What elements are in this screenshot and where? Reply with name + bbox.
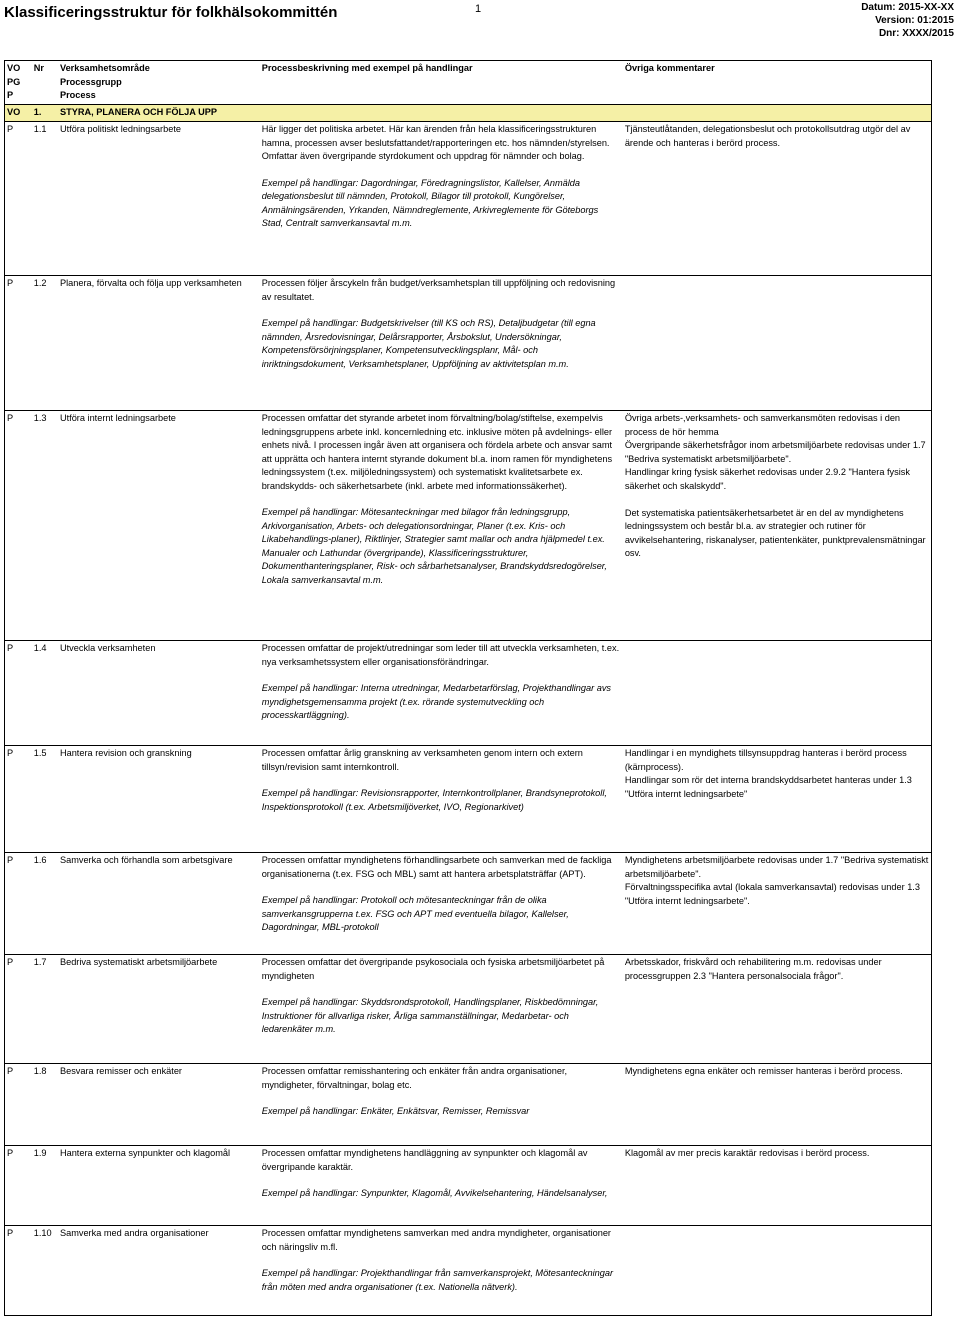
col-header-description: Processbeskrivning med exempel på handlingar [260, 61, 623, 105]
row-description [260, 1226, 623, 1316]
process-description: Processen omfattar årlig granskning av verksamheten genom intern och extern tillsyn/revision samt internkontroll. [261, 748, 583, 772]
row-description [260, 641, 623, 746]
row-level: P [5, 276, 32, 411]
col-header-area: Verksamhetsområde Processgrupp Process [58, 61, 260, 105]
process-description: Processen omfattar remisshantering och enkäter från andra organisationer, myndigheter, förvaltningar, bolag etc. [261, 1066, 568, 1090]
example-documents: Exempel på handlingar: Budgetskrivelser (till KS och RS), Detaljbudgetar (till egna nämnden, Årsredovisningar, Delårsrapporter, Årsbokslut, Undersökningar, Kompetensförsörjningsplaner, Kompetensutvecklingsplanr, Mål- och inriktningsdokument, Verksamhetsplaner, Uppföljning av aktivitetsplan m.m. [261, 318, 596, 369]
row-description [260, 746, 623, 853]
example-documents: Exempel på handlingar: Skyddsrondsprotokoll, Handlingsplaner, Riskbedömningar, Instruktioner för allvarliga risker, Årliga sammanställningar, Medarbetar- och ledarenkäter m.m. [261, 997, 599, 1034]
example-documents: Exempel på handlingar: Projekthandlingar från samverkansprojekt, Mötesanteckningar från möten med andra organisationer (t.ex. Nationella nätverk). [261, 1268, 614, 1292]
row-level: P [5, 1226, 32, 1316]
group-nr: 1. [32, 105, 58, 122]
example-documents: Exempel på handlingar: Protokoll och mötesanteckningar från de olika samverkansgrupperna t.ex. FSG och APT med eventuella bilagor, Kallelser, Dagordningar, MBL-protokoll [261, 895, 569, 932]
example-documents: Exempel på handlingar: Enkäter, Enkätsvar, Remisser, Remissvar [261, 1106, 530, 1116]
row-level: P [5, 1146, 32, 1226]
row-description [260, 276, 623, 411]
example-documents: Exempel på handlingar: Interna utredningar, Medarbetarförslag, Projekthandlingar avs myndighetsgemensamma projekt (t.ex. rörande systemutveckling och processkartläggning). [261, 683, 612, 720]
document-title: Klassificeringsstruktur för folkhälsokommittén [4, 4, 338, 21]
table-row [5, 1146, 932, 1226]
process-description: Processen omfattar myndighetens handläggning av synpunkter och klagomål av övergripande karaktär. [261, 1148, 588, 1172]
process-description: Processen omfattar det styrande arbetet inom förvaltning/bolag/stiftelse, exempelvis ledningsgruppens arbete inkl. koncernledning etc. inklusive möten på avdelnings- eller enhets nivå. I processen ingår även att organisera och fördela arbete och ansvar samt att upprätta och hantera internt styrande dokument bl.a. inom ramen för myndighetens ledningssystem (t.ex. miljöledningssystem) och systematiskt kvalitetsarbete ex. brandskydds- och säkerhetsarbete (inkl. arbete med informationssäkerhet). [261, 413, 613, 491]
document-meta [861, 1, 954, 40]
table-row [5, 411, 932, 641]
row-nr: 1.1 [32, 122, 58, 276]
process-description: Processen omfattar de projekt/utredningar som leder till att utveckla verksamheten, t.ex. nya verksamhetssystem eller organisationsförändringar. [261, 643, 620, 667]
example-documents: Exempel på handlingar: Dagordningar, Föredragningslistor, Kallelser, Anmälda delegationsbeslut till nämnden, Protokoll, Bilagor till protokoll, Kungörelser, Anmälningsärenden, Yrkanden, Nämndreglemente, Arkivreglemente för Göteborgs Stad, Centralt samverkansavtal m.m. [261, 177, 599, 228]
row-comments: Arbetsskador, friskvård och rehabilitering m.m. redovisas under processgruppen 2.3 "Hantera personalsociala frågor". [623, 955, 932, 1064]
example-documents: Exempel på handlingar: Revisionsrapporter, Internkontrollplaner, Brandsyneprotokoll, Inspektionsprotokoll (t.ex. Arbetsmiljöverket, IVO, Regionarkivet) [261, 788, 607, 812]
date-label: Datum: 2015-XX-XX [861, 2, 954, 13]
version-label: Version: 01:2015 [875, 15, 954, 26]
row-area: Besvara remisser och enkäter [58, 1064, 260, 1146]
row-description [260, 411, 623, 641]
row-nr: 1.4 [32, 641, 58, 746]
row-level: P [5, 411, 32, 641]
process-description: Processen omfattar myndighetens förhandlingsarbete och samverkan med de fackliga organisationerna (t.ex. FSG och MBL) samt att hantera arbetsplatsträffar (APT). [261, 855, 612, 879]
row-area: Samverka med andra organisationer [58, 1226, 260, 1316]
col-header-comments: Övriga kommentarer [623, 61, 932, 105]
row-comments: Övriga arbets-,verksamhets- och samverkansmöten redovisas i den process de hör hemma Övergripande säkerhetsfrågor inom arbetsmiljöarbete redovisas under 1.7 "Bedriva systematiskt arbetsmiljöarbete". Handlingar kring fysisk säkerhet redovisas under 2.9.2 "Hantera fysisk säkerhet och skalskydd". Det systematiska patientsäkerhetsarbetet är en del av myndighetens ledningssystem och består bl.a. av strategier och rutiner för avvikelsehantering, riskanalyser, patientenkäter, punktprevalensmätningar osv. [623, 411, 932, 641]
row-area: Utföra politiskt ledningsarbete [58, 122, 260, 276]
row-level: P [5, 746, 32, 853]
row-nr: 1.8 [32, 1064, 58, 1146]
row-description [260, 1064, 623, 1146]
table-row [5, 1226, 932, 1316]
row-description [260, 955, 623, 1064]
row-comments: Myndighetens egna enkäter och remisser hanteras i berörd process. [623, 1064, 932, 1146]
row-level: P [5, 1064, 32, 1146]
row-area: Hantera revision och granskning [58, 746, 260, 853]
row-area: Planera, förvalta och följa upp verksamheten [58, 276, 260, 411]
row-nr: 1.7 [32, 955, 58, 1064]
row-comments [623, 1226, 932, 1316]
process-description: Processen omfattar myndighetens samverkan med andra myndigheter, organisationer och näringsliv m.fl. [261, 1228, 611, 1252]
row-description [260, 853, 623, 955]
row-area: Utföra internt ledningsarbete [58, 411, 260, 641]
row-level: P [5, 122, 32, 276]
row-comments [623, 276, 932, 411]
example-documents: Exempel på handlingar: Mötesanteckningar med bilagor från ledningsgrupp, Arkivorganisation, Arbets- och delegationsordningar, Planer (t.ex. Kris- och Likabehandlings-planer), Riktlinjer, Strategier samt mallar och andra hjälpmedel t.ex. Manualer och Lathundar (övergripande), Klassificeringsstrukturer, Dokumenthanteringsplaner, Risk- och sårbarhetsanalyser, Brandskyddsredogörelser, Lokala samverkansavtal m.m. [261, 507, 607, 585]
row-comments: Klagomål av mer precis karaktär redovisas i berörd process. [623, 1146, 932, 1226]
table-row [5, 853, 932, 955]
row-nr: 1.5 [32, 746, 58, 853]
col-header-nr: Nr [32, 61, 58, 105]
group-level: VO [5, 105, 32, 122]
dnr-label: Dnr: XXXX/2015 [878, 28, 954, 39]
classification-table [4, 60, 932, 1316]
process-description: Processen omfattar det övergripande psykosociala och fysiska arbetsmiljöarbetet på myndigheten [261, 957, 605, 981]
row-area: Samverka och förhandla som arbetsgivare [58, 853, 260, 955]
group-title: STYRA, PLANERA OCH FÖLJA UPP [58, 105, 932, 122]
col-header-level: VO PG P [5, 61, 32, 105]
row-comments [623, 641, 932, 746]
page-number: 1 [475, 3, 482, 15]
table-row [5, 1064, 932, 1146]
table-row [5, 955, 932, 1064]
row-description [260, 1146, 623, 1226]
row-comments: Tjänsteutlåtanden, delegationsbeslut och protokollsutdrag utgör del av ärende och hanteras i berörd process. [623, 122, 932, 276]
row-level: P [5, 955, 32, 1064]
row-nr: 1.3 [32, 411, 58, 641]
group-row [5, 105, 932, 122]
row-area: Bedriva systematiskt arbetsmiljöarbete [58, 955, 260, 1064]
row-comments: Myndighetens arbetsmiljöarbete redovisas under 1.7 "Bedriva systematiskt arbetsmiljöarbete". Förvaltningsspecifika avtal (lokala samverkansavtal) redovisas under 1.3 "Utföra internt ledningsarbete". [623, 853, 932, 955]
row-level: P [5, 641, 32, 746]
process-description: Här ligger det politiska arbetet. Här kan ärenden från hela klassificeringsstrukturen hamna, processen avser beslutsfattandet/rapporteringen etc. hos nämnden/styrelsen. Omfattar även övergripande styrdokument och uppdrag för nämnder och bolag. [261, 124, 610, 161]
row-nr: 1.2 [32, 276, 58, 411]
page-header [0, 0, 960, 52]
row-nr: 1.9 [32, 1146, 58, 1226]
row-area: Hantera externa synpunkter och klagomål [58, 1146, 260, 1226]
table-header-row [5, 61, 932, 105]
row-area: Utveckla verksamheten [58, 641, 260, 746]
row-comments: Handlingar i en myndighets tillsynsuppdrag hanteras i berörd process (kärnprocess). Handlingar som rör det interna brandskyddsarbetet hanteras under 1.3 "Utföra internt ledningsarbete" [623, 746, 932, 853]
table-row [5, 641, 932, 746]
process-description: Processen följer årscykeln från budget/verksamhetsplan till uppföljning och redovisning av resultatet. [261, 278, 616, 302]
row-level: P [5, 853, 32, 955]
table-row [5, 122, 932, 276]
row-nr: 1.6 [32, 853, 58, 955]
row-nr: 1.10 [32, 1226, 58, 1316]
row-description [260, 122, 623, 276]
table-row [5, 746, 932, 853]
example-documents: Exempel på handlingar: Synpunkter, Klagomål, Avvikelsehantering, Händelsanalyser, [261, 1188, 608, 1198]
table-row [5, 276, 932, 411]
